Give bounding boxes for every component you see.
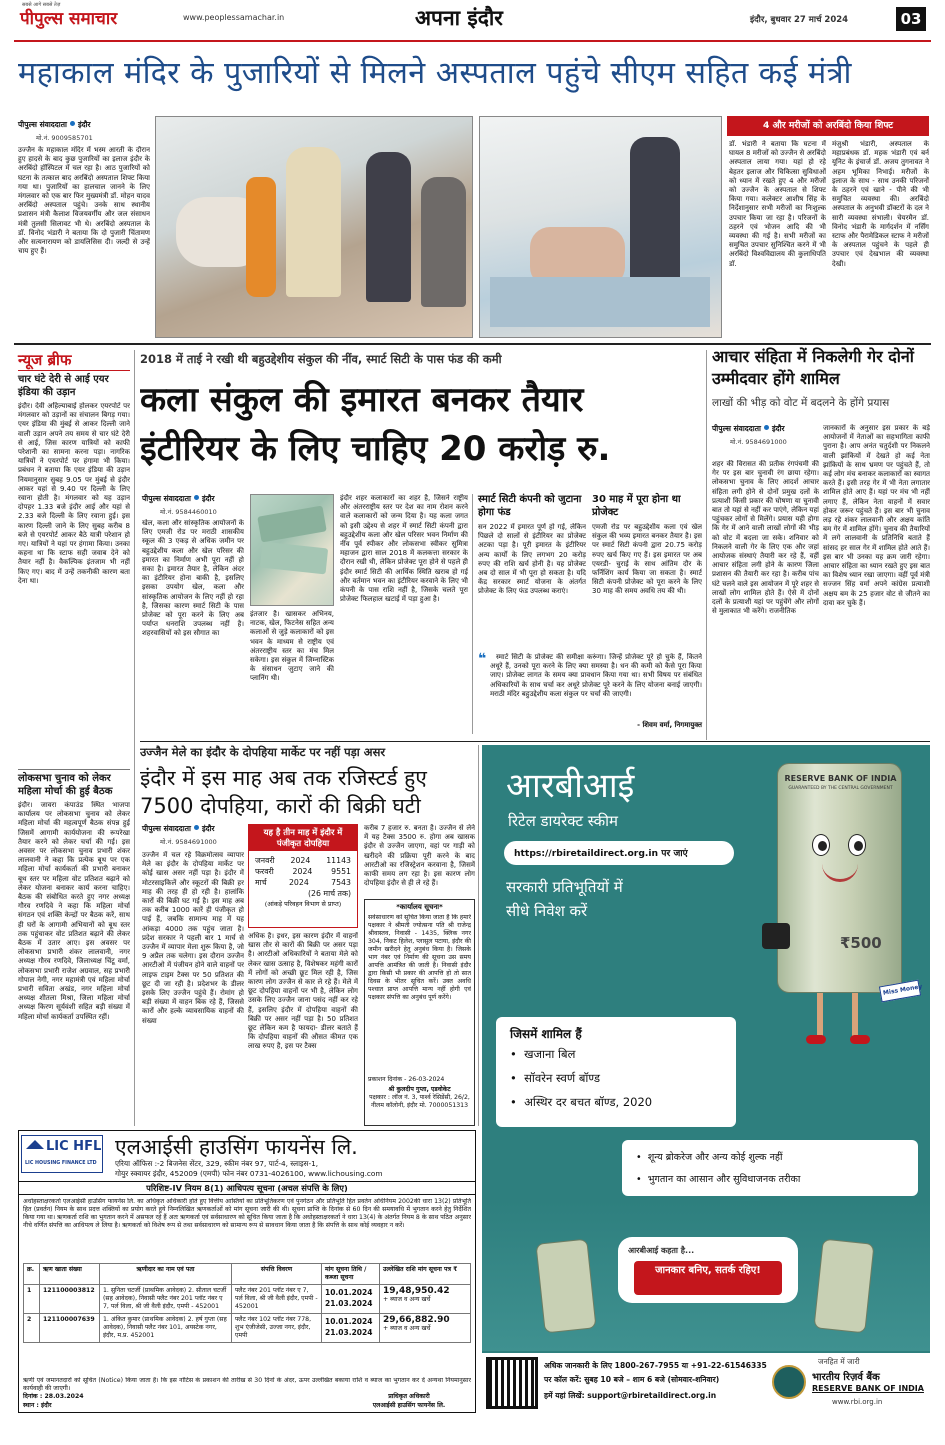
byline-dot-icon bbox=[194, 495, 199, 500]
miss-money-right-shoe bbox=[850, 1035, 870, 1044]
miss-money-right-leg bbox=[852, 993, 858, 1038]
section-title: अपना इंदौर bbox=[415, 6, 503, 30]
kala-box2-title: 30 माह में पूरा होना था प्रोजेक्ट bbox=[592, 494, 681, 518]
kala-quote: स्मार्ट सिटी के प्रोजेक्ट की समीक्षा करूंगा। जिन्हें प्रोजेक्ट पूरे हो चुके हैं, कितने अधूरे हैं, उनको पूरा करने के लिए क्या समस्या है। धन की कमी को कैसे पूरा किया जाए। प्रोजेक्ट लागत के समय क्या प्रावधान किया गया था। सभी विषय पर संबंधित अधिकारियों के साथ चर्चा कर अधूरे प्रोजेक्ट पूरे करने के लिए योजना बनाई जाएगी। मराठी मंदिर बहुउद्देशीय कला संकुल पर चर्चा की जाएगी। bbox=[490, 653, 702, 698]
lic-dates bbox=[322, 1314, 380, 1343]
lic-logo-sub: LIC HOUSING FINANCE LTD bbox=[25, 1161, 97, 1166]
lic-dates bbox=[322, 1285, 380, 1314]
legal-notice-date: प्रकाशन दिनांक - 26-03-2024 bbox=[368, 1076, 445, 1083]
tw-mobile: मो.नं. 9584691000 bbox=[160, 838, 217, 846]
legal-notice-body: सर्वसाधारण को सूचित किया जाता है कि हमारे पक्षकार ने श्रीमती ज्योत्सना पति श्री राजेन्द्र श्रीवास्तव, निवासी - 1435, क्लिक नगर 304, निकट हिलेश, प्लासुल पटाया, इंदौर की जमीन खरीदने हेतु अनुबंध किया है। जिसके भाग नंबर एवं निर्माण की सूचना उस समय आपत्ति आमंत्रित की जाती है। निवासी इंदौर द्वारा किसी भी प्रकार की आपत्ति हो तो सात दिवस के भीतर सूचित करें। उक्त अवधि पश्चात प्राप्त आपत्ति मान्य नहीं होगी एवं पक्षकार संपत्ति का अनुबंध पूर्ण करेंगे। bbox=[368, 914, 471, 1001]
tw-row-year: 2024 bbox=[288, 878, 309, 887]
lic-date: दिनांक : 28.03.2024 bbox=[23, 1393, 84, 1400]
masthead bbox=[0, 0, 945, 40]
lic-amount bbox=[380, 1285, 471, 1314]
center-col-divider bbox=[706, 350, 707, 740]
dateline: इंदौर, बुधवार 27 मार्च 2024 bbox=[750, 15, 849, 25]
lead-byline-name: पीपुल्स संवाददाता bbox=[18, 120, 67, 129]
tw-table bbox=[249, 851, 357, 914]
kala-headline-2: इंटीरियर के लिए चाहिए 20 करोड़ रु. bbox=[140, 429, 611, 469]
lead-bottom-rule bbox=[14, 343, 931, 345]
lic-property: फ्लैट नंबर 201 प्लॉट नंबर ए 7, पर्ल विला, श्री जी वैली इंदौर, एमपी - 452001 bbox=[232, 1285, 322, 1314]
aachar-subhead: लाखों की भीड़ को वोट में बदलने के होंगे प्रयास bbox=[712, 397, 890, 409]
aachar-col2: जानकारों के अनुसार इस प्रकार के बड़े आयोजनों में नेताओं का सहभागिता काफी पुराना है। आप अनंत चतुर्दशी पर निकलने वाली झांकियों में देखते हो कई नेता झांकियों के साथ भ्रमण पर पहुंचते हैं, तो कई लोग मंच बनाकर कलाकारों का स्वागत करते हैं। इसी तरह गेर में भी नेता लगातार शामिल होते आए हैं। यहां पर मंच भी नहीं लगाए हैं, लेकिन नेता वाहनों में सवार होकर जरूर पहुंचते हैं। इस बार भी चुनाव लड़ रहे शंकर लालवानी और अक्षय कांति बम गेर में शामिल होंगे। चुनाव की तैयारियों में लगे लालवानी के प्रतिनिधि बताते हैं सांसद हर साल गेर में शामिल होते आते हैं। इस बार भी उनका यह क्रम जारी रहेगा। आचार संहिता का ध्यान रखते हुए इस बात का विशेष ध्यान रखा जाएगा। वहीं पूर्व मंत्री सज्जन सिंह वर्मा अपने कांग्रेस प्रत्याशी अक्षय बम के 25 हजार वोट से जीतने का दावा कर चुके हैं। bbox=[823, 424, 930, 607]
lic-th-property: संपत्ति विवरण bbox=[232, 1264, 322, 1285]
includes-item: • सॉवरेन स्वर्ण बॉण्ड bbox=[510, 1071, 600, 1085]
lic-sr: 2 bbox=[24, 1314, 40, 1343]
lic-table bbox=[23, 1263, 471, 1343]
tw-col2: अधिक है। इधर, इस कारण इंदौर में वाहनों खास तौर से कारों की बिक्री पर असर पड़ा है। आरटीओ अधिकारियों ने बताया मेले को लेकर खास उत्साह है, विशेषकर महंगी कारों में लोगों को अच्छी छूट मिल रही है, जिस कारण लोग उज्जैन से कार ले रहे हैं। मेले में छूट दोपहिया वाहनों पर भी है, लेकिन लोग उसके लिए उज्जैन जाना पसंद नहीं कर रहे हैं, इसलिए इंदौर में दोपहिया वाहनों की बिक्री पर असर नहीं पड़ा है। 50 प्रतिशत छूट लेकिन कम है फायदा- डीलर बताते हैं कि दोपहिया वाहनों की औसत कीमत एक लाख रुपए है, इस पर टैक्स bbox=[248, 932, 358, 1051]
kala-box2-body: एमजी रोड पर बहुउद्देशीय कला एवं खेल संकुल की भव्य इमारत बनकर तैयार है। इस पर स्मार्ट सिटी कंपनी द्वारा 20.75 करोड़ रुपए खर्च किए गए हैं। इस इमारत पर अब एयरडी- चुराई के साथ आंतिम दौर के फर्निशिंग कार्य किया जा सकता है। स्मार्ट सिटी कंपनी प्रोजेक्ट को पूरा करने के लिए 30 माह की समय अवधि तय की थी। bbox=[592, 523, 702, 596]
kala-mobile: मो.नं. 9584460010 bbox=[160, 508, 217, 516]
brief1-title: चार घंटे देरी से आई एयर इंडिया की उड़ान bbox=[18, 374, 109, 398]
lic-place: स्थान : इंदौर bbox=[23, 1402, 52, 1409]
benefit-item: • शून्य ब्रोकरेज और अन्य कोई शुल्क नहीं bbox=[636, 1152, 783, 1163]
bubble-big-text: जानकार बनिए, सतर्क रहिए! bbox=[634, 1261, 782, 1295]
rbi-url-text: https://rbiretaildirect.org.in पर जाएं bbox=[514, 848, 688, 859]
lic-name: 1. अंकित कुमार (प्राथमिक आवेदक) 2. हर्ष गुप्ता (सह आवेदक), निवासी फ्लैट नंबर 101, अयस्टेक नगर, इंदौर, म.प्र. 452001 bbox=[100, 1314, 232, 1343]
face-smile bbox=[822, 864, 858, 882]
byline-dot-icon bbox=[194, 825, 199, 830]
face-right-eye bbox=[848, 834, 866, 856]
kala-col3: इंदौर शहर कलाकारों का शहर है, जिसने राष्ट्रीय और अंतरराष्ट्रीय स्तर पर देश का नाम रोशन करने वाले कलाकारों को जन्म दिया है। यह कला जगत को इसी उद्देश्य से शहर में स्मार्ट सिटी कंपनी द्वारा बहुउद्देशीय कला और खेल परिसर भवन निर्माण की नींव पूर्व स्पीकर और लोकसभा स्वीकर सुमित्रा महाजन द्वारा साल 2018 में कलकत्ता सरकार के दौरान रखी थी, लेकिन प्रोजेक्ट पूरा होने से पहले ही इंदौर स्मार्ट सिटी की आर्थिक स्थिति खराब हो गई और वर्तमान भवन का इंटीरियर करवाने के लिए भी कंपनी के पास राशि नहीं है, जिसके चलते पूरा प्रोजेक्ट फिलहाल खटाई में पड़ा हुआ है। bbox=[340, 494, 468, 604]
lic-th-name: ऋणीदार का नाम एवं पता bbox=[100, 1264, 232, 1285]
includes-item-text: अस्थिर दर बचत बॉण्ड, 2020 bbox=[524, 1095, 653, 1109]
lic-logo bbox=[21, 1135, 103, 1173]
lic-th-amount: उल्लेखित राशि मांग सूचना पत्र ₹ bbox=[380, 1264, 471, 1285]
photo-figure-saffron bbox=[246, 177, 276, 297]
lead-sidebar-col1: डॉ. भंडारी ने बताया कि घटना में घायल 8 मरीजों को उज्जैन से अरबिंदो अस्पताल लाया गया। यहां हो रहे बेहतर इलाज और चिकित्सा सुविधाओं को ध्यान में रखते हुए 4 और मरीजों को उज्जैन के अस्पताल से शिफ्ट किया गया। कलेक्टर आशीष सिंह के निर्देशानुसार सभी मरीजों का निःशुल्क उपचार किया जा रहा है। परिजनों के ठहरने एवं भोजन आदि की भी व्यवस्था की गई है। सभी मरीजों का समुचित उपचार सुनिश्चित करने में भी अरबिंदो विश्वविद्यालय की कुलाधिपति डॉ. bbox=[729, 140, 826, 268]
kala-headline-1: कला संकुल की इमारत बनकर तैयार bbox=[140, 380, 584, 420]
news-brief-label: न्यूज ब्रीफ bbox=[18, 351, 72, 369]
rbi-ad-subtitle: रिटेल डायरेक्ट स्कीम bbox=[508, 812, 618, 830]
includes-item-text: सॉवरेन स्वर्ण बॉण्ड bbox=[524, 1071, 600, 1085]
badge-text: Miss Money bbox=[882, 983, 923, 997]
lead-sidebar-col2: मंजुश्री भंडारी, अस्पताल के महाप्रबंधक डॉ. महक भंडारी एवं बर्न यूनिट के इंचार्ज डॉ. अजय तुगनावत ने अहम भूमिका निभाई। मरीजों के इलाज के साथ - साथ उनकी परिजनों के ठहरने एवं खाने - पीने की भी समुचित व्यवस्था की। अरबिंदो अस्पताल के अनुभवी डॉक्टरों के दल ने सारी व्यवस्था संभाली। चेयरमैन डॉ. विनोद भंडारी के मार्गदर्शन में नर्सिंग स्टाफ और पैरामेडिकल स्टाफ ने मरीजों के अस्पताल पहुंचने के पहले ही उपचार एवं देखभाल की व्यवस्था देखी। bbox=[832, 140, 929, 268]
lic-amount bbox=[380, 1314, 471, 1343]
tw-row-count: 7543 bbox=[331, 878, 351, 887]
note-subheader: GUARANTEED BY THE CENTRAL GOVERNMENT bbox=[788, 786, 893, 791]
brief-col-divider bbox=[134, 350, 135, 1126]
tw-row-count: 11143 bbox=[326, 856, 351, 865]
byline-dot-icon bbox=[764, 425, 769, 430]
tw-row-year: 2024 bbox=[290, 856, 311, 865]
photo-bed bbox=[490, 277, 710, 327]
table-row bbox=[24, 1285, 471, 1314]
lic-amount-value: 19,48,950.42 bbox=[383, 1286, 450, 1296]
lic-address-1: एरिया ऑफिस :-2 बिजनेस सेंटर, 329, स्कीम नंबर 97, पार्ट-4, स्लाइस-1, bbox=[115, 1159, 319, 1168]
miss-money-left-shoe bbox=[806, 1035, 826, 1044]
tw-byline-name: पीपुल्स संवाददाता bbox=[142, 824, 191, 833]
tw-headline: इंदौर में इस माह अब तक रजिस्टर्ड हुए 7500 दोपहिया, कारों की बिक्री घटी bbox=[140, 766, 427, 818]
tw-row bbox=[255, 866, 351, 877]
tw-byline bbox=[142, 824, 215, 834]
note-character-right bbox=[813, 1239, 874, 1334]
lic-title: एलआईसी हाउसिंग फायनेंस लि. bbox=[115, 1135, 358, 1159]
lead-photo-cm-visit bbox=[155, 116, 473, 338]
banknote-cylinder bbox=[777, 763, 902, 993]
lic-amount-note: + ब्याज व अन्य खर्चे bbox=[383, 1325, 431, 1332]
rbi-ad-title: आरबीआई bbox=[506, 766, 635, 806]
lic-th-dates: मांग सूचना तिथि / कब्जा सूचना bbox=[322, 1264, 380, 1285]
rbi-includes-box bbox=[496, 1017, 736, 1127]
rbi-emblem-icon bbox=[772, 1365, 806, 1399]
tw-row-month: फरवरी bbox=[255, 867, 274, 876]
legal-notice-sign: श्री कुलदीप गुप्ता, एडवोकेट bbox=[388, 1086, 451, 1093]
currency-stack-2 bbox=[260, 542, 328, 575]
contact-line-2: पर कॉल करें: सुबह 10 बजे – शाम 6 बजे (सोमवार-शनिवार) bbox=[544, 1375, 720, 1384]
legal-notice-addr: पक्षकार : लॉज नं. 3, पार्श्व रेसिडेंसी, 26/2, नीलम कॉलोनी, इंदौर मो. 7000051313 bbox=[369, 1094, 470, 1109]
lic-house-icon bbox=[26, 1140, 44, 1149]
lead-headline: महाकाल मंदिर के पुजारियों से मिलने अस्पताल पहुंचे सीएम सहित कई मंत्री bbox=[18, 56, 852, 91]
benefit-item-text: शून्य ब्रोकरेज और अन्य कोई शुल्क नहीं bbox=[647, 1152, 783, 1163]
lic-loan: 121100003812 bbox=[40, 1285, 100, 1314]
lead-photo-hospital-bed bbox=[479, 116, 722, 338]
lic-date1: 10.01.2024 bbox=[325, 1317, 373, 1326]
kala-byline-place: इंदौर bbox=[201, 494, 215, 503]
photo-figure-staff bbox=[366, 152, 411, 302]
tw-row-year: 2024 bbox=[292, 867, 313, 876]
lic-date2: 21.03.2024 bbox=[325, 1328, 373, 1337]
tw-kicker: उज्जैन मेले का इंदौर के दोपहिया मार्केट पर नहीं पड़ा असर bbox=[140, 745, 386, 759]
lead-byline bbox=[18, 120, 91, 130]
kala-box1-body: सन 2022 में इमारत पूर्ण हो गई, लेकिन पिछले दो सालों से इंटीरियर का प्रोजेक्ट अटका पड़ा है। पूरी इमारत के इंटीरियर अन्य कार्यों के लिए लगभग 20 करोड़ रुपए की राशि खर्च होनी है। यह प्रोजेक्ट अब दो साल में भी पूरा हो सकता है। यदि केंद्र सरकार स्मार्ट योजना के अंतर्गत प्रोजेक्ट के लिए फंड उपलब्ध कराएं। bbox=[478, 523, 586, 596]
tw-box bbox=[248, 824, 358, 928]
issuer-url[interactable]: www.rbi.org.in bbox=[832, 1398, 883, 1406]
tw-table-source: (आंकड़े परिवहन विभाग से प्राप्त) bbox=[264, 900, 342, 908]
tw-col1: उज्जैन में चल रहे विक्रमोत्सव व्यापार मेले का इंदौर के दोपहिया मार्केट पर कोई खास असर नहीं पड़ा है। इंदौर में मोटरसाइकिलें और स्कूटरों की बिक्री हर माह की तरह ही हो रही है। हालांकि कारों की बिक्री घट गई है। इस माह अब तक करीब 1000 कारें ही पंजीकृत हो पाई हैं, जबकि सामान्य माह में यह आंकड़ा 4000 तक पहुंच जाता है। प्रदेश सरकार ने पहली बार 1 मार्च से उज्जैन में व्यापार मेला शुरू किया है, जो 9 अप्रैल तक चलेगा। इस दौरान उज्जैन आरटीओ में पंजीयन होने वाले वाहनों पर लाइफ टाइम टैक्स पर 50 प्रतिशत की छूट दी जा रही है। प्रदेशभर के डीलर इसके लिए उज्जैन पहुंचे हैं। रोमांग हो बड़ी संख्या में वाहन बिक रहे हैं, जिससे कारों और हल्के व्यावसायिक वाहनों की संख्या bbox=[142, 851, 244, 1025]
lic-property: फ्लैट नंबर 102 प्लॉट नंबर 778, शुभ एंजीजेसी, उज्जा नगर, इंदौर, एमपी bbox=[232, 1314, 322, 1343]
legal-notice-box bbox=[364, 899, 475, 1126]
photo-figure-cm bbox=[286, 147, 341, 297]
note-value: ₹500 bbox=[840, 934, 882, 952]
tw-col3: करीब 7 हजार रु. बनता है। उज्जैन से लेने में यह टैक्स 3500 रु. होगा अब खासक इंदौर से उज्जैन जाएगा, वहां पर गाड़ी को खरीदने की प्रक्रिया पूरी करने के बाद आरटीओ का रजिस्ट्रेशन करवाना है, जिसमें काफी समय लग रहा है। इस कारण लोग दोपहिया इंदौर से ही ले रहे हैं। bbox=[364, 824, 475, 888]
tw-table-note: (26 मार्च तक) bbox=[307, 889, 351, 898]
lic-body: अधोहस्ताक्षरकर्ता एलआईसी हाउसिंग फायनेंस लि. का अधिकृत अधिकारी होते हुए वित्तीय आस्तियों का प्रतिभूतिकरण एवं पुनर्गठन और प्रतिभूति हित प्रवर्तन अधिनियम 2002की धारा 13(2) प्रतिभूति हित (प्रवर्तन) नियम के साथ प्रदत्त शक्तियों का प्रयोग करते हुये निम्नलिखित ऋणकर्ताओं को मांग सूचना जारी की थी। सूचना प्राप्ति के दिनांक से 60 दिन की समयावधि में भुगतान करने हेतु निर्देशित किया गया था। ऋणकर्ता राशि का भुगतान करने में असफल रहे हैं अतः ऋणकर्ता एवं सर्वसाधारण को सूचित किया जाता है कि अधोहस्ताक्षरकर्ता ने धारा 13(4) के अंतर्गत नियम 8 के साथ पठित अनुसार नीचे वर्णित संपत्ति का आधिपत्य ले लिया है। ऋणकर्ता को विशेष रूप से तथा सर्वसाधारण को सामान्य रूप से सावधान किया जाता है कि संपत्ति के साथ कोई व्यवहार न करें। bbox=[23, 1198, 471, 1229]
masthead-rule bbox=[14, 40, 931, 42]
kala-quote-author: - शिवम वर्मा, निगमायुक्त bbox=[637, 721, 702, 729]
lic-ad bbox=[18, 1130, 476, 1413]
paper-name: पीपुल्स समाचार bbox=[20, 9, 118, 29]
rbi-benefits-box bbox=[622, 1140, 918, 1196]
lic-th-sr: क्र. bbox=[24, 1264, 40, 1285]
lead-byline-place: इंदौर bbox=[77, 120, 91, 129]
tw-row bbox=[255, 877, 351, 888]
lead-body: उज्जैन के महाकाल मंदिर में भस्म आरती के दौरान हुए हादसे के बाद कुछ पुजारियों का इलाज इंदौर के अरबिंदो हॉस्पिटल में चल रहा है। आठ पुजारियों को घटना के तत्काल बाद अरबिंदो अस्पताल शिफ्ट किया गया था। पुजारियों का हालचाल जानने के लिए मंगलवार को एक बार फिर मुख्यमंत्री डॉ. मोहन यादव अरबिंदो अस्पताल पहुंचे। उनके साथ स्थानीय प्रशासन मंत्री कैलाश विजयवर्गीय और जल संसाधन मंत्री तुलसी सिलावट भी थे। अरबिंदो अस्पताल के डॉ. विनोद भंडारी ने बताया कि दो पुजारी चिंतामण और सत्यनारायण को डायलिसिस दी। जल्दी से उन्हें चाय हुए हैं। bbox=[18, 146, 150, 256]
lic-address-2: गोयुर स्क्वायर इंदौर, 452009 (एमपी) फोन नंबर 0731-4026100, www.lichousing.com bbox=[115, 1169, 383, 1178]
kala-byline bbox=[142, 494, 215, 504]
issuer-hindi: भारतीय रिज़र्व बैंक bbox=[812, 1372, 880, 1383]
tw-row-month: मार्च bbox=[255, 878, 267, 887]
table-row bbox=[24, 1314, 471, 1343]
photo-doctor bbox=[630, 137, 680, 297]
face-left-eye bbox=[812, 834, 830, 856]
qr-code-icon[interactable] bbox=[486, 1357, 538, 1409]
mid-rule bbox=[140, 741, 930, 742]
lic-date2: 21.03.2024 bbox=[325, 1299, 373, 1308]
paper-tagline: सबसे आगे सबसे तेज़ bbox=[22, 2, 61, 8]
tw-row bbox=[255, 855, 351, 866]
lic-table-header bbox=[24, 1264, 471, 1285]
includes-item: • खजाना बिल bbox=[510, 1047, 576, 1061]
tw-box-title: यह है तीन माह में इंदौर में पंजीकृत दोपहिया bbox=[249, 825, 357, 851]
rbi-url-bar[interactable] bbox=[504, 841, 734, 865]
paper-website[interactable]: www.peoplessamachar.in bbox=[183, 13, 285, 22]
brief-divider bbox=[18, 769, 130, 770]
lic-amount-note: + ब्याज व अन्य खर्चे bbox=[383, 1296, 431, 1303]
brief2-body: इंदौर। जावरा कंपाउंड स्थित भाजपा कार्यालय पर लोकसभा चुनाव को लेकर महिला मोर्चा की महत्वपूर्ण बैठक संपन्न हुई जिसमें आगामी कार्ययोजना की रूपरेखा तैयार करने को लेकर चर्चा की गई। इस अवसर पर लोकसभा चुनाव प्रभारी शंकर लालवानी ने कहा कि प्रत्येक बूथ पर एक महिला मोर्चा कार्यकर्ता की प्रभारी बनाकर बूथ स्तर पर महिला वोट प्रतिशत बढ़ाने को लेकर योजना बनाकर कार्य करना चाहिए। बैठक की संबोधित करते हुए नगर अध्यक्ष गौरव रणदिवे ने कहा कि महिला मोर्चा संगठन एवं शक्ति केन्द्रों पर बैठक करें, साथ ही घरों के आगामी अभियानों को बूथ स्तर तक पहुंचाकर वोट प्रतिशत बढ़ाने की लेकर बैठक में उतार आए। इस अवसर पर लोकसभा प्रभारी शंकर लालवानी, नगर अध्यक्ष गौरव रणदिवे, जिलाध्यक्ष चिंटू वर्मा, लोकसभा प्रभारी राजेश अग्रवाल, सह प्रभारी गोपाल नेगी, नगर महामंत्री एवं महिला मोर्चा प्रभारी सविता अखंड, नगर महिला मोर्चा अध्यक्ष शीतला मिश्रा, जिला महिला मोर्चा अध्यक्ष किरण सूर्यवंशी सहित बड़ी संख्या में महिला मोर्चा कार्यकर्ता उपस्थित रहीं। bbox=[18, 801, 130, 1021]
legal-notice-title: *कार्यालय सूचना* bbox=[396, 903, 443, 911]
aachar-headline: आचार संहिता में निकलेगी गेर दोनों उम्मीदवार होंगे शामिल bbox=[712, 347, 914, 388]
kala-col1: खेल, कला और सांस्कृतिक आयोजनों के लिए एमजी रोड पर मराठी शासकीय स्कूल की 3 एकड़ से अधिक जमीन पर बहुउद्देशीय कला और खेल परिसर की इमारत का निर्माण अभी पूरा नहीं हो सका है। इमारत तैयार है, लेकिन अंदर का इंटीरियर होना बाकी है, इसलिए इसका उपयोग खेल, कला और सांस्कृतिक आयोजन के लिए नहीं हो रहा है, जिसका कारण स्मार्ट सिटी के पास प्रोजेक्ट को पूरा करने के लिए अब पर्याप्त धनराशि उपलब्ध नहीं है। शहरवासियों को इस सौगात का bbox=[142, 519, 244, 638]
photo-figure-staff2 bbox=[421, 177, 466, 307]
page-number: 03 bbox=[896, 7, 926, 31]
kala-quote-mark-icon: ❝ bbox=[478, 651, 487, 667]
rbi-bottom-illustration bbox=[482, 1201, 930, 1351]
issuer-english: RESERVE BANK OF INDIA bbox=[812, 1384, 924, 1393]
lic-th-loan: ऋण खाता संख्या bbox=[40, 1264, 100, 1285]
issuer-small: जनहित में जारी bbox=[818, 1357, 860, 1366]
lic-amount-value: 29,66,882.90 bbox=[383, 1315, 450, 1325]
benefit-item-text: भुगतान का आसान और सुविधाजनक तरीका bbox=[647, 1174, 801, 1185]
lic-sr: 1 bbox=[24, 1285, 40, 1314]
miss-money-left-leg bbox=[817, 993, 823, 1038]
lic-name: 1. सुनिता चटर्जी (प्राथमिक आवेदक) 2. सीताल चटर्जी (सह आवेदक), निवासी फ्लैट नंबर 201 प्लॉट नंबर ए 7, पर्ल विला, श्री जी वैली इंदौर, एमपी - 452001 bbox=[100, 1285, 232, 1314]
aachar-byline-name: पीपुल्स संवाददाता bbox=[712, 424, 761, 433]
includes-title: जिसमें शामिल हैं bbox=[510, 1027, 582, 1041]
speech-bubble bbox=[618, 1237, 798, 1303]
lic-logo-text: LIC HFL bbox=[46, 1139, 102, 1154]
lic-footer: ऋणी एवं जमानतदारों को सूचित (Notice) किया जाता है। कि इस नोटिस के प्रकाशन की तारीख से 30 दिनों के अंदर, ऊपर उल्लेखित बकाया राशि व ब्याज का भुगतान कर दें अन्यथा नियमानुसार कार्यवाही की जाएगी। bbox=[23, 1377, 471, 1392]
contact-line-1: अधिक जानकारी के लिए 1800-267-7955 या +91-22-61546335 bbox=[544, 1361, 767, 1370]
brief1-body: इंदौर। देवी अहिल्याबाई होलकर एयरपोर्ट पर मंगलवार को उड़ानों का संचालन बिगड़ गया। एयर इंडिया की मुंबई से आकर दिल्ली जाने वाली उड़ान अपने तय समय से चार घंटे देरी से आई, जिस कारण यात्रियों को काफी परेशानी का सामना करना पड़ा। नागरिक यात्रियों ने एयरपोर्ट पर हंगामा भी किया। प्रबंधन ने बताया कि एयर इंडिया की उड़ान नियमानुसार सुबह 9.05 पर मुंबई से इंदौर आकर यहां से 9.40 पर दिल्ली के लिए रवाना होती है। मंगलवार को यह उड़ान दोपहर 1.33 बजे इंदौर आई और यहां से 2.33 बजे दिल्ली के लिए रवाना हुई। इस कारण दिल्ली जाने के लिए सुबह करीब 8 बजे से एयरपोर्ट आकर बैठे यात्री परेशान हो गए। यात्रियों ने यहां पर हंगामा किया। उनका कहना था कि स्टाफ सही जवाब देने को तैयार नहीं है। वैकल्पिक इंतजाम भी नहीं किए गए। बाद में उन्हें तकनीकी कारण बता देना था। bbox=[18, 402, 130, 585]
miss-money-handbag bbox=[762, 923, 790, 949]
brief2-title: लोकसभा चुनाव को लेकर महिला मोर्चा की हुई बैठक bbox=[18, 773, 113, 797]
aachar-byline-place: इंदौर bbox=[771, 424, 785, 433]
news-brief-rule bbox=[18, 370, 130, 371]
byline-dot-icon bbox=[70, 121, 75, 126]
tw-divider bbox=[478, 745, 479, 1126]
lic-notice-heading: परिशिष्ट-IV नियम 8(1) आधिपत्य सूचना (अचल संपत्ति के लिए) bbox=[19, 1181, 475, 1195]
rbi-tagline-2: सीधे निवेश करें bbox=[506, 902, 588, 920]
miss-money-character bbox=[762, 753, 922, 1053]
note-character-left bbox=[535, 1239, 596, 1334]
currency-stack-1 bbox=[257, 505, 327, 542]
lead-mobile: मो.नं. 9009585701 bbox=[36, 134, 93, 142]
rbi-contact-strip bbox=[482, 1353, 930, 1413]
contact-line-3[interactable]: हमें यहां लिखें: support@rbiretaildirect.org.in bbox=[544, 1391, 717, 1400]
aachar-col1: शहर की विरासत की प्रतीक रंगपंचमी की गेर पर इस बार चुनावी रंग छाया रहेगा। लोकसभा चुनाव के लिए आदर्श आचार संहिता लगी होने से दोनों प्रमुख दलों के प्रत्याशी किसी प्रकार की घोषणा या चुनावी बात तो यहां से नहीं कर पाएंगे, लेकिन यहां पहुंचकर लोगों से मिलेंगे। प्रयास यही होगा कि गेर में आने वाली लाखों लोगों की भीड़ को वोट में बदला जा सके। शनिवार को निकलने वाली गेर के लिए एक और जहां आयोजक संस्थाएं तैयारी कर रहे हैं, वहीं आचार संहिता लगी होने के कारण जिला प्रशासन की तैयारी कर रहा है। करीब पांच घंटे चलने वाले इस आयोजन में पूरे शहर से लाखों लोग शामिल होते हैं। ऐसे में दोनों दलों के प्रत्याशी यहां पर पहुंचेंगे और लोगों से मुलाकात भी करेंगे। राजनीतिक bbox=[712, 460, 819, 616]
tw-row-month: जनवरी bbox=[255, 856, 275, 865]
tw-byline-place: इंदौर bbox=[201, 824, 215, 833]
includes-item-text: खजाना बिल bbox=[524, 1047, 576, 1061]
aachar-byline bbox=[712, 424, 785, 434]
kala-box1-title: स्मार्ट सिटी कंपनी को जुटाना होगा फंड bbox=[478, 494, 582, 518]
kala-divider bbox=[472, 494, 473, 734]
lic-date1: 10.01.2024 bbox=[325, 1288, 373, 1297]
kala-col2: इंतजार है। खासकर अभिनय, नाटक, खेल, फिटनेस सहित अन्य कलाओं से जुड़े कलाकारों को इस भवन के माध्यम से राष्ट्रीय एवं अंतरराष्ट्रीय स्तर का मंच मिल सकेगा। इस संकुल में जिम्नास्टिक के संसाधन जुटाए जाने की प्लानिंग थी। bbox=[250, 610, 334, 683]
note-header: RESERVE BANK OF INDIA bbox=[784, 774, 897, 783]
lic-sign-1: प्राधिकृत अधिकारी bbox=[388, 1393, 430, 1400]
kala-byline-name: पीपुल्स संवाददाता bbox=[142, 494, 191, 503]
kala-kicker: 2018 में ताई ने रखी थी बहुउद्देशीय संकुल की नींव, स्मार्ट सिटी के पास फंड की कमी bbox=[140, 352, 502, 366]
rbi-tagline-1: सरकारी प्रतिभूतियों में bbox=[506, 878, 623, 896]
lic-sign-2: एलआईसी हाउसिंग फायनेंस लि. bbox=[372, 1402, 446, 1409]
lic-loan: 121100007639 bbox=[40, 1314, 100, 1343]
tw-row-count: 9551 bbox=[331, 867, 351, 876]
rbi-ad bbox=[482, 745, 930, 1413]
lead-sidebar-title: 4 और मरीजों को अरबिंदो किया शिफ्ट bbox=[727, 116, 929, 136]
benefit-item: • भुगतान का आसान और सुविधाजनक तरीका bbox=[636, 1174, 801, 1185]
includes-item: • अस्थिर दर बचत बॉण्ड, 2020 bbox=[510, 1095, 653, 1109]
bubble-small-text: आरबीआई कहता है... bbox=[628, 1246, 695, 1255]
aachar-mobile: मो.नं. 9584691000 bbox=[730, 438, 787, 446]
kala-photo-currency bbox=[250, 494, 334, 606]
